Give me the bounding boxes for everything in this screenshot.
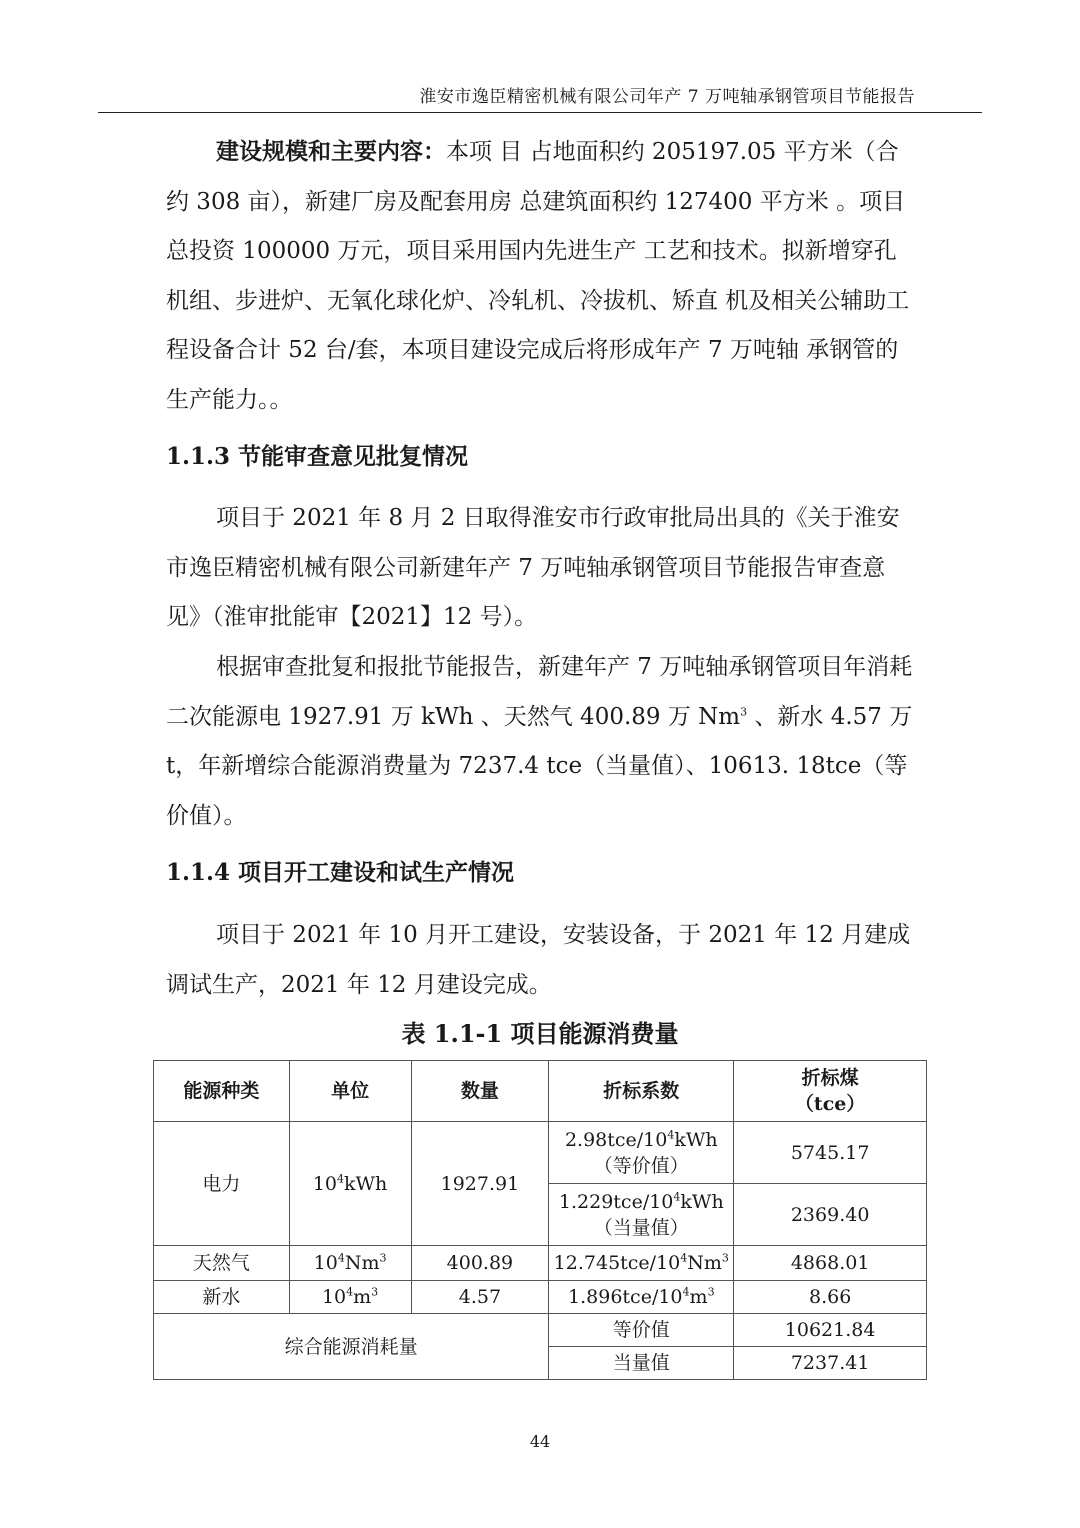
gas-coef: $12.745tce/10^4Nm^3$ — [549, 1246, 734, 1281]
water-unit: $10^4m^3$ — [289, 1281, 411, 1314]
water-coal: 8.66 — [734, 1281, 927, 1314]
total-equivalent-label: 等价值 — [549, 1314, 734, 1347]
electricity-quantity: 1927.91 — [411, 1122, 549, 1246]
header-unit: 单位 — [289, 1061, 411, 1122]
scale-paragraph — [166, 127, 918, 425]
section-1-1-3-paragraph-2 — [166, 643, 918, 841]
gas-quantity: 400.89 — [411, 1246, 549, 1281]
section-1-1-3-paragraph-1: 项目于 2021 年 8 月 2 日取得淮安市行政审批局出具的《关于淮安市逸臣精密机械有限公司新建年产 7 万吨轴承钢管项目节能报告审查意见》（淮审批能审【2021】12 号）。 — [166, 505, 900, 630]
gas-unit: $10^4Nm^3$ — [289, 1246, 411, 1281]
energy-consumption-table — [153, 1060, 927, 1380]
header-energy-type: 能源种类 — [154, 1061, 290, 1122]
table-row — [154, 1246, 927, 1281]
water-type: 新水 — [154, 1281, 290, 1314]
gas-type: 天然气 — [154, 1246, 290, 1281]
section-1-1-3-heading: 1.1.3 节能审查意见批复情况 — [166, 443, 469, 470]
total-actual-value: 7237.41 — [734, 1347, 927, 1380]
electricity-coef-actual: $1.229tce/10^4kWh$ （当量值） — [549, 1184, 734, 1246]
electricity-coal-actual: 2369.40 — [734, 1184, 927, 1246]
electricity-unit: $10^4kWh$ — [289, 1122, 411, 1246]
total-consumption-label: 综合能源消耗量 — [154, 1314, 549, 1380]
table-row — [154, 1281, 927, 1314]
table-row — [154, 1122, 927, 1184]
header-standard-coal — [734, 1061, 927, 1122]
total-equivalent-value: 10621.84 — [734, 1314, 927, 1347]
table-row — [154, 1314, 927, 1347]
electricity-coal-equivalent: 5745.17 — [734, 1122, 927, 1184]
p2-superscript: 3 — [740, 704, 748, 718]
header-coal-line2: （tce） — [794, 1093, 866, 1115]
scale-label: 建设规模和主要内容： — [216, 138, 446, 165]
gas-coal: 4868.01 — [734, 1246, 927, 1281]
page-number: 44 — [529, 1432, 551, 1451]
header-coal-line1: 折标煤 — [801, 1067, 859, 1089]
p2-text-b: 、新水 4.57 万 t，年新增综合能源消费量为 7237.4 tce（当量值）、10613. 18tce（等价值）。 — [166, 703, 913, 829]
water-quantity: 4.57 — [411, 1281, 549, 1314]
header-conversion-coefficient: 折标系数 — [549, 1061, 734, 1122]
table-header-row — [154, 1061, 927, 1122]
section-1-1-4-heading: 1.1.4 项目开工建设和试生产情况 — [166, 859, 515, 886]
water-coef: $1.896tce/10^4m^3$ — [549, 1281, 734, 1314]
header-quantity: 数量 — [411, 1061, 549, 1122]
electricity-coef-equivalent: $2.98tce/10^4kWh$ （等价值） — [549, 1122, 734, 1184]
page-header-title: 淮安市逸臣精密机械有限公司年产 7 万吨轴承钢管项目节能报告 — [419, 87, 915, 107]
p2-text-a: 根据审查批复和报批节能报告，新建年产 7 万吨轴承钢管项目年消耗二次能源电 1927.91 万 kWh 、天然气 400.89 万 Nm — [166, 654, 913, 730]
section-1-1-4-paragraph: 项目于 2021 年 10 月开工建设，安装设备，于 2021 年 12 月建成调试生产，2021 年 12 月建设完成。 — [166, 922, 911, 998]
total-actual-label: 当量值 — [549, 1347, 734, 1380]
table-caption: 表 1.1-1 项目能源消费量 — [401, 1019, 679, 1048]
electricity-type: 电力 — [154, 1122, 290, 1246]
header-divider — [98, 112, 982, 113]
scale-text: 本项 目 占地面积约 205197.05 平方米（合约 308 亩），新建厂房及配套用房 总建筑面积约 127400 平方米 。项目总投资 100000 万元，项目采用国内先进生产 工艺和技术。拟新增穿孔机组、步进炉、无氧化球化炉、冷轧机、冷拔机、矫直 机及相关公辅助工程设备合计 52 台/套，本项目建设完成后将形成年产 7 万吨轴 承钢管的生产能力。。 — [166, 139, 910, 413]
